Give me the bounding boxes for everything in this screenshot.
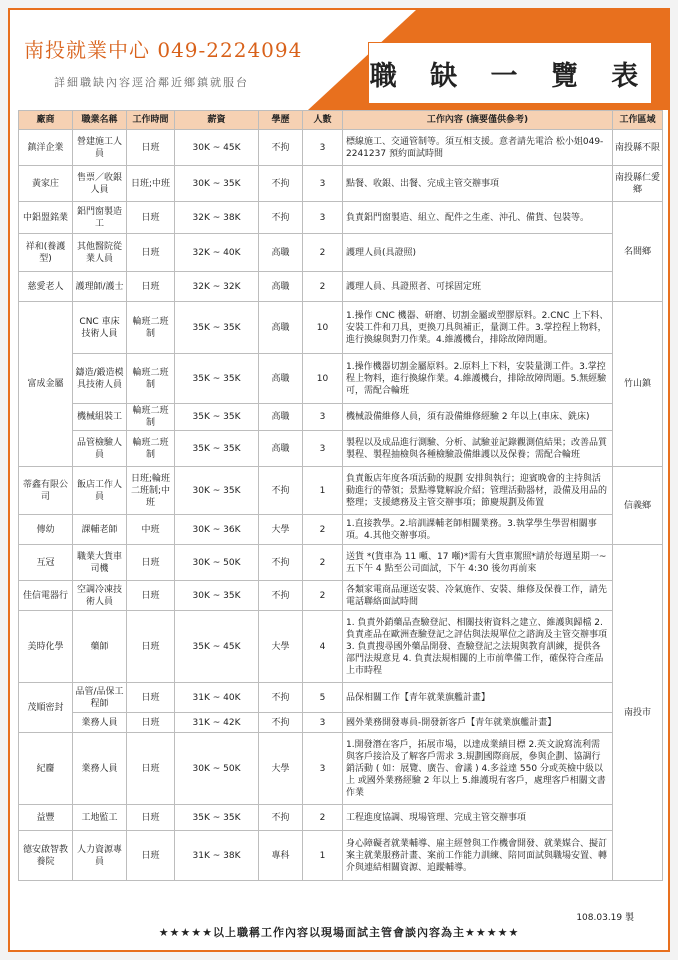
table-row [19, 302, 663, 354]
column-header: 工作時間 [127, 111, 175, 130]
education-cell: 不拘 [259, 683, 303, 713]
column-header: 工作區域 [613, 111, 663, 130]
company-cell: 蒂鑫有限公司 [19, 467, 73, 515]
job-title-cell: 課輔老師 [73, 515, 127, 545]
education-cell: 不拘 [259, 545, 303, 581]
table-row [19, 234, 663, 272]
salary-cell: 30K ~ 36K [175, 515, 259, 545]
column-header: 職業名稱 [73, 111, 127, 130]
region-cell: 南投縣不限 [613, 130, 663, 166]
job-content-cell: 機械設備維修人員，須有設備維修經驗 2 年以上(車床、銑床) [343, 404, 613, 431]
headcount-cell: 3 [303, 733, 343, 805]
work-time-cell: 日班 [127, 831, 175, 881]
salary-cell: 30K ~ 45K [175, 130, 259, 166]
job-listing-sheet [8, 8, 670, 952]
region-cell: 南投縣仁愛鄉 [613, 166, 663, 202]
center-name: 南投就業中心 049-2224094 [24, 38, 303, 62]
headcount-cell: 3 [303, 130, 343, 166]
job-title-cell: 品管/品保工程師 [73, 683, 127, 713]
education-cell: 大學 [259, 733, 303, 805]
job-title-cell: CNC 車床技術人員 [73, 302, 127, 354]
headcount-cell: 1 [303, 831, 343, 881]
headcount-cell: 2 [303, 272, 343, 302]
table-row [19, 202, 663, 234]
job-content-cell: 國外業務開發專員-開發新客戶【青年就業旗艦計畫】 [343, 713, 613, 733]
region-cell: 名間鄉 [613, 202, 663, 302]
job-content-cell: 1. 負責外銷藥品查驗登記、相關技術資料之建立、維護與歸檔 2. 負責產品在歐洲查驗登記之評估與法規單位之諮詢及主管交辦事項 3. 負責搜尋國外藥品開發、查驗登記之法規與教育訓練，提供各部門法規意見 4. 負責法規相關的上市前準備工作，確保符合產品上市時程 [343, 611, 613, 683]
job-title-cell: 工地監工 [73, 805, 127, 831]
salary-cell: 35K ~ 35K [175, 302, 259, 354]
job-title-cell: 營建施工人員 [73, 130, 127, 166]
headcount-cell: 3 [303, 404, 343, 431]
footer-note: ★★★★★以上職稱工作內容以現場面試主管會談內容為主★★★★★ [158, 926, 520, 939]
job-content-cell: 製程以及成品進行測驗、分析、試驗並記錄觀測值結果；改善品質製程、製程抽檢與各種檢驗設備維護以及保養；需配合輪班 [343, 431, 613, 467]
job-title-cell: 護理師/護士 [73, 272, 127, 302]
education-cell: 不拘 [259, 467, 303, 515]
headcount-cell: 2 [303, 515, 343, 545]
work-time-cell: 日班 [127, 272, 175, 302]
table-row [19, 831, 663, 881]
salary-cell: 30K ~ 50K [175, 545, 259, 581]
job-title-cell: 空調冷凍技術人員 [73, 581, 127, 611]
company-cell: 祥和(養護型) [19, 234, 73, 272]
company-cell: 茂順密封 [19, 683, 73, 733]
headcount-cell: 5 [303, 683, 343, 713]
company-cell: 鎮洋企業 [19, 130, 73, 166]
job-content-cell: 護理人員(具證照) [343, 234, 613, 272]
education-cell: 高職 [259, 234, 303, 272]
education-cell: 大學 [259, 515, 303, 545]
table-row [19, 404, 663, 431]
work-time-cell: 輪班二班制 [127, 354, 175, 404]
headcount-cell: 10 [303, 302, 343, 354]
salary-cell: 35K ~ 45K [175, 611, 259, 683]
work-time-cell: 日班 [127, 234, 175, 272]
work-time-cell: 輪班二班制 [127, 302, 175, 354]
work-time-cell: 中班 [127, 515, 175, 545]
company-cell: 互冠 [19, 545, 73, 581]
work-time-cell: 日班 [127, 611, 175, 683]
company-cell: 益豐 [19, 805, 73, 831]
salary-cell: 30K ~ 35K [175, 467, 259, 515]
education-cell: 專科 [259, 831, 303, 881]
work-time-cell: 日班 [127, 805, 175, 831]
company-cell: 富成金屬 [19, 302, 73, 467]
job-title-cell: 品管檢驗人員 [73, 431, 127, 467]
table-row [19, 545, 663, 581]
salary-cell: 35K ~ 35K [175, 404, 259, 431]
headcount-cell: 2 [303, 805, 343, 831]
headcount-cell: 2 [303, 581, 343, 611]
region-cell: 信義鄉 [613, 467, 663, 545]
headcount-cell: 4 [303, 611, 343, 683]
job-content-cell: 身心障礙者就業輔導、雇主經營與工作機會開發、就業媒合、擬訂案主就業服務計畫、案前工作能力訓練、陪同面試與職場安置、轉介與連結相關資源、追蹤輔導。 [343, 831, 613, 881]
work-time-cell: 日班 [127, 202, 175, 234]
company-cell: 慈愛老人 [19, 272, 73, 302]
job-content-cell: 標線施工、交通管制等。須互相支援。意者請先電洽 松小姐049-2241237 預約面試時間 [343, 130, 613, 166]
table-row [19, 683, 663, 713]
job-content-cell: 1.操作機器切割金屬原料。2.原料上下料，安裝量測工件。3.掌控程上物料，進行換線作業。4.維護機台，排除故障問題。5.無經驗可，需配合輪班 [343, 354, 613, 404]
job-title-cell: 藥師 [73, 611, 127, 683]
company-cell: 黃家庄 [19, 166, 73, 202]
job-content-cell: 1.開發潛在客戶，拓展市場，以達成業績目標 2.英文說寫流利需與客戶接洽及了解客戶需求 3.規劃國際商展，參與企劃、協調行銷活動 ( 如：展覽、廣告、會議 ) 4.多益達 550 分或英檢中級以上 或國外業務經驗 2 年以上 5.維護現有客戶，處理客戶相關文書作業 [343, 733, 613, 805]
job-title-cell: 機械組裝工 [73, 404, 127, 431]
job-title-cell: 職業大貨車司機 [73, 545, 127, 581]
work-time-cell: 輪班二班制 [127, 404, 175, 431]
company-cell: 紀麕 [19, 733, 73, 805]
education-cell: 不拘 [259, 166, 303, 202]
job-content-cell: 送貨 *(貨車為 11 噸、17 噸)*需有大貨車駕照*請於每週星期一~五下午 4 點至公司面試，下午 4:30 後勿再前來 [343, 545, 613, 581]
salary-cell: 31K ~ 42K [175, 713, 259, 733]
headcount-cell: 3 [303, 166, 343, 202]
education-cell: 高職 [259, 404, 303, 431]
headcount-cell: 10 [303, 354, 343, 404]
table-row [19, 581, 663, 611]
column-header: 學歷 [259, 111, 303, 130]
education-cell: 高職 [259, 272, 303, 302]
education-cell: 高職 [259, 302, 303, 354]
headcount-cell: 1 [303, 467, 343, 515]
company-cell: 傳幼 [19, 515, 73, 545]
job-title-cell: 其他醫院從業人員 [73, 234, 127, 272]
salary-cell: 32K ~ 38K [175, 202, 259, 234]
salary-cell: 31K ~ 38K [175, 831, 259, 881]
job-table [18, 110, 663, 881]
work-time-cell: 日班 [127, 130, 175, 166]
salary-cell: 35K ~ 35K [175, 431, 259, 467]
education-cell: 大學 [259, 611, 303, 683]
table-row [19, 272, 663, 302]
issue-date: 108.03.19 製 [576, 913, 634, 923]
table-row [19, 354, 663, 404]
page-title: 職 缺 一 覽 表 [368, 42, 652, 104]
company-cell: 美時化學 [19, 611, 73, 683]
table-row [19, 166, 663, 202]
salary-cell: 30K ~ 35K [175, 166, 259, 202]
job-title-cell: 業務人員 [73, 733, 127, 805]
subtitle: 詳細職缺內容逕洽鄰近鄉鎮就服台 [54, 76, 249, 89]
table-row [19, 611, 663, 683]
job-content-cell: 工程進度協調、現場管理、完成主管交辦事項 [343, 805, 613, 831]
job-content-cell: 品保相關工作【青年就業旗艦計畫】 [343, 683, 613, 713]
work-time-cell: 日班 [127, 713, 175, 733]
education-cell: 不拘 [259, 713, 303, 733]
job-content-cell: 負責鋁門窗製造、組立、配件之生產、沖孔、備貨、包裝等。 [343, 202, 613, 234]
table-row [19, 130, 663, 166]
headcount-cell: 2 [303, 234, 343, 272]
salary-cell: 30K ~ 50K [175, 733, 259, 805]
column-header: 薪資 [175, 111, 259, 130]
company-cell: 德安啟智教養院 [19, 831, 73, 881]
table-row [19, 467, 663, 515]
company-cell: 中鋁盟銘業 [19, 202, 73, 234]
education-cell: 高職 [259, 431, 303, 467]
work-time-cell: 日班;中班 [127, 166, 175, 202]
salary-cell: 32K ~ 32K [175, 272, 259, 302]
job-content-cell: 點餐、收銀、出餐、完成主管交辦事項 [343, 166, 613, 202]
table-row [19, 805, 663, 831]
column-header: 工作內容 (摘要僅供參考) [343, 111, 613, 130]
job-content-cell: 各類家電商品運送安裝、冷氣施作、安裝、維修及保養工作，請先電話聯絡面試時間 [343, 581, 613, 611]
headcount-cell: 3 [303, 431, 343, 467]
column-header: 廠商 [19, 111, 73, 130]
job-title-cell: 業務人員 [73, 713, 127, 733]
salary-cell: 30K ~ 35K [175, 581, 259, 611]
column-header: 人數 [303, 111, 343, 130]
headcount-cell: 3 [303, 713, 343, 733]
job-content-cell: 負責飯店年度各項活動的規劃 安排與執行；迎賓晚會的主持與活動進行的帶領；景點導覽解說介紹；管理活動器材，設備及用品的整理；支援總務及主管交辦事項；節慶規劃及佈置 [343, 467, 613, 515]
work-time-cell: 日班 [127, 683, 175, 713]
table-row [19, 515, 663, 545]
work-time-cell: 日班 [127, 733, 175, 805]
job-title-cell: 鑄造/鍛造模具技術人員 [73, 354, 127, 404]
education-cell: 不拘 [259, 805, 303, 831]
salary-cell: 31K ~ 40K [175, 683, 259, 713]
table-row [19, 733, 663, 805]
region-cell: 南投市 [613, 545, 663, 881]
work-time-cell: 日班 [127, 581, 175, 611]
education-cell: 高職 [259, 354, 303, 404]
education-cell: 不拘 [259, 130, 303, 166]
company-cell: 佳信電器行 [19, 581, 73, 611]
job-title-cell: 人力資源專員 [73, 831, 127, 881]
work-time-cell: 輪班二班制 [127, 431, 175, 467]
job-content-cell: 1.直接教學。2.培訓課輔老師相關業務。3.執掌學生學習相關事項。4.其他交辦事項。 [343, 515, 613, 545]
region-cell: 竹山鎮 [613, 302, 663, 467]
work-time-cell: 日班 [127, 545, 175, 581]
education-cell: 不拘 [259, 202, 303, 234]
job-title-cell: 飯店工作人員 [73, 467, 127, 515]
salary-cell: 35K ~ 35K [175, 354, 259, 404]
salary-cell: 35K ~ 35K [175, 805, 259, 831]
table-row [19, 713, 663, 733]
headcount-cell: 2 [303, 545, 343, 581]
job-content-cell: 護理人員、具證照者、可採固定班 [343, 272, 613, 302]
job-content-cell: 1.操作 CNC 機器、研磨、切割金屬或塑膠原料。2.CNC 上下料、安裝工件和刀具，更換刀具與補正，量測工件。3.掌控程上物料，進行換線與對刀作業。4.維護機台，排除故障問題。 [343, 302, 613, 354]
work-time-cell: 日班;輪班二班制;中班 [127, 467, 175, 515]
table-header-row [19, 111, 663, 130]
job-title-cell: 售票／收銀人員 [73, 166, 127, 202]
job-title-cell: 鋁門窗製造工 [73, 202, 127, 234]
headcount-cell: 3 [303, 202, 343, 234]
salary-cell: 32K ~ 40K [175, 234, 259, 272]
table-row [19, 431, 663, 467]
education-cell: 不拘 [259, 581, 303, 611]
